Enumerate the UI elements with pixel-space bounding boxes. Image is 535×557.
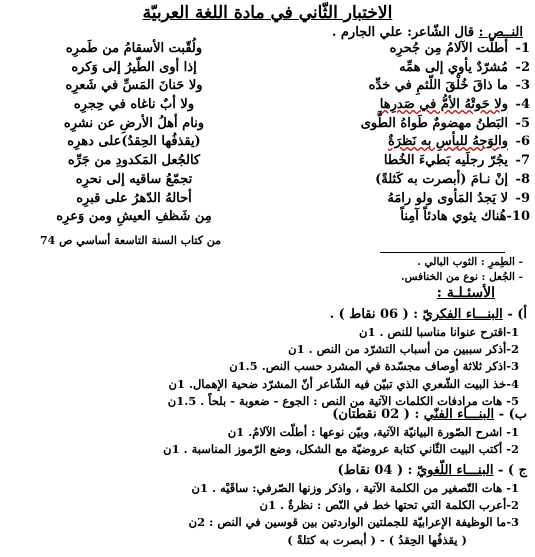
verse-number: 8-: [515, 171, 530, 187]
verse-second-hemistich: أحالهُ الدّهرُ على قبرِه: [76, 190, 192, 206]
verse-first-hemistich: هُناك يثوي هادئاً آمِناً: [400, 209, 507, 225]
section-artistic: [7, 405, 527, 458]
question-item: ( يقذفُها الحِقدُ ) - ( أبصرت به كتلةً ): [287, 532, 467, 547]
question-item: 1- اشرح الصّورة البيانيّة الآتية، وبيّن نوعها : أطلّت الآلامُ. 1ن: [227, 425, 519, 439]
verse-number: 1-: [515, 41, 530, 56]
verse-number: 7-: [515, 153, 530, 169]
section-linguistic: [7, 461, 527, 549]
section-heading: [7, 461, 527, 480]
section-name: البنـــاء الفكريّ: [422, 307, 503, 322]
divider: [380, 252, 505, 253]
glossary-note: - الطِمرِ : الثوب البالي .: [417, 256, 523, 268]
verse: [8, 41, 530, 60]
verse-second-hemistich: كالجُعل المَكدودِ من جَرِّه: [67, 153, 201, 169]
verse-second-hemistich: إذا أوى الطّيرُ إلى وَكره: [71, 59, 197, 75]
verse: [8, 116, 530, 135]
poet-attribution: قال الشّاعر: علي الجارم .: [331, 25, 475, 40]
verse: [8, 209, 530, 228]
question-item: 2-أعرب الكلمة التي تحتها خط في النّص : نظرةٌ . 1ن: [259, 498, 519, 513]
section-heading: [7, 405, 527, 424]
question-item: 1- هات التّصغير من الكلمة الآتية ، واذكر وزنها الصّرفي: ساقَيْه . 1ن: [191, 481, 519, 495]
verse-number: 10-: [506, 209, 530, 225]
verse-first-hemistich: مُشرّدٌ يأوي إلى همِّه: [399, 59, 508, 75]
question-item: 3-ما الوظيفة الإعرابيّة للجملتين الواردتين بين قوسين في النص : 2ن: [188, 515, 519, 530]
verse-number: 2-: [515, 59, 530, 75]
verse-number: 5-: [515, 115, 530, 131]
question-item: 4-خذ البيت الشّعري الذي تبيّن فيه الشّاعر أنّ المشرّد ضحية الإهمال. 1ن: [168, 376, 519, 391]
question-item: 5- هات مرادفات الكلمات الآتية من النص : الجوع - ضعوبة - بلحاً . 1.5ن: [167, 393, 519, 408]
poem: [8, 41, 530, 228]
verse-number: 3-: [515, 78, 530, 94]
section-name: البنـــاء اللّغويّ: [416, 463, 494, 478]
intro-line: [13, 24, 523, 42]
verse-first-hemistich: ما ذاقَ خُلْقَ اللّثمِ في خدِّه: [368, 78, 508, 94]
section-points: : ( 02 نقطتان): [332, 407, 420, 422]
verse: [8, 60, 530, 79]
glossary-notes: [13, 255, 523, 285]
section-letter: ج ) -: [498, 463, 527, 478]
verse-number: 9-: [515, 190, 530, 206]
verse-second-hemistich: ولا حَنانَ المَسِّ في شَعرِه: [65, 78, 203, 94]
verse-second-hemistich: مِن شَظفِ العيشِ ومن وَعرِه: [56, 209, 212, 225]
questions-heading: الأسئـلـة :: [436, 285, 495, 301]
question-item: 2-أذكر سببين من أسباب التشرّد من النص . 1ن: [288, 342, 519, 357]
verse-second-hemistich: ولا أبٌ ناغاه في حِجرِه: [73, 97, 195, 113]
verse: [8, 153, 530, 172]
question-item: 2- أكتب البيت الثّاني كتابة عروضيّة مع الشكل، وضع الرّموز المناسبة . 1ن: [163, 442, 519, 457]
verse: [8, 78, 530, 97]
verse-first-hemistich: إنْ نـامَ (أبصرت به كَثلةً): [375, 171, 508, 187]
verse-first-hemistich: والوَجهُ للبأسِ به نَظرَةٌ: [387, 134, 508, 150]
verse-first-hemistich: يجُرّ رجلَيه بَطيءَ الخُطا: [383, 153, 508, 169]
section-name: البنـــاء الفنّي: [423, 407, 495, 422]
verse-second-hemistich: ونام أهلُ الأرضِ عن نشرِه: [63, 115, 205, 131]
verse-second-hemistich: (يقذفُها الحِقدُ)على دهرِه: [67, 134, 201, 150]
verse: [8, 97, 530, 116]
section-letter: ب) -: [498, 407, 527, 422]
verse-second-hemistich: ولُقّبت الأسقامُ من طَمرِه: [65, 41, 203, 56]
source-citation: من كتاب السنة التاسعة أساسي ص 74: [40, 234, 222, 247]
exam-title: الاختبار الثّاني في مادة اللغة العربيّة: [142, 3, 393, 23]
glossary-note: - الجُعل : نوع من الخنافس.: [401, 271, 523, 283]
verse-first-hemistich: أطلّت الآلامُ مِن جُحرِه: [389, 41, 508, 56]
section-heading: [7, 305, 527, 324]
section-letter: أ) -: [507, 307, 527, 322]
verse: [8, 172, 530, 191]
verse-number: 4-: [515, 97, 530, 113]
section-points: : ( 04 نقاط): [337, 463, 413, 478]
verse-second-hemistich: تجمّعُ ساقيه إلى نحرِه: [75, 171, 193, 187]
section-points: : ( 06 نقاط ) .: [329, 307, 419, 322]
question-item: 3-اذكر ثلاثة أوصاف مجسّدة في المشرد حسب النص. 1.5ن: [229, 359, 519, 374]
verse: [8, 191, 530, 210]
question-item: 1-اقترح عنوانا مناسبا للنص . 1ن: [359, 325, 519, 339]
verse-first-hemistich: ولا حَوتْهُ الأمُّ في صَدرِها: [379, 97, 508, 113]
verse-first-hemistich: لا يَجدُ المَأوى ولو رامَهُ: [387, 190, 508, 206]
text-label: النــص :: [478, 25, 523, 40]
section-comprehension: [7, 305, 527, 410]
verse: [8, 134, 530, 153]
verse-first-hemistich: البَطنُ مهضومٌ طَواهُ الطَّوى: [360, 115, 508, 131]
verse-number: 6-: [515, 134, 530, 150]
